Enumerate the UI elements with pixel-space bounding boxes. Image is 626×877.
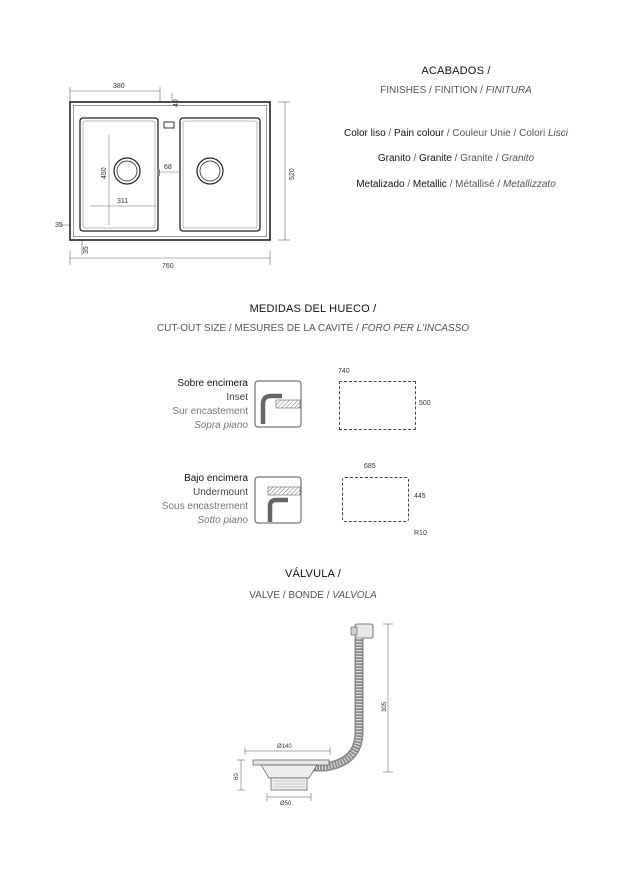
inset-cutout-rect [339,381,416,430]
finish-granite-en: Granite [419,153,452,164]
finish-row-plain: Color liso / Pain colour / Couleur Unie / Colori Lisci [343,128,569,139]
under-label-fr: Sous encastrement [161,501,248,512]
finish-plain-fr: Couleur Unie [452,128,511,139]
inset-label-it: Sopra piano [194,420,248,431]
cutout-sub-fr: MESURES DE LA CAVITÉ [234,323,354,334]
undermount-icon [254,476,302,524]
under-label-en: Undermount [192,487,248,498]
finish-metallic-fr: Métallisé [455,179,495,190]
undermount-labels [128,472,248,528]
under-label-es: Bajo encimera [184,473,248,484]
cutout-subtitle: CUT-OUT SIZE / MESURES DE LA CAVITÉ / FORO PER L'INCASSO [156,323,470,334]
cutout-sub-en: CUT-OUT SIZE [156,323,227,334]
inset-label-en: Inset [226,392,248,403]
under-height: 445 [414,493,426,500]
dim-bowl-width: 380 [113,83,125,90]
valve-d50: Ø50 [280,801,292,807]
dim-edge-left: 35 [55,222,63,229]
finishes-sub-fr: FINITION [434,85,478,96]
finish-plain-es: Color liso [343,128,386,139]
finish-row-metallic: Metalizado / Metallic / Métallisé / Metallizzato [356,179,556,190]
valve-drawing [225,612,405,812]
valve-sub-fr: BONDE [288,590,324,601]
finishes-title: ACABADOS / [421,65,491,77]
finish-metallic-es: Metalizado [356,179,405,190]
valve-h60: 60 [234,773,240,780]
inset-label-fr: Sur encastement [172,406,248,417]
inset-height: 500 [419,400,431,407]
under-label-it: Sotto piano [197,515,248,526]
valve-sub-en: VALVE [249,590,281,601]
valve-d140: Ø140 [277,744,292,750]
finish-plain-it: Colori [519,128,546,139]
valve-title: VÁLVULA / [284,568,342,580]
finish-plain-it2: Lisci [548,128,569,139]
finish-granite-fr: Granite [460,153,493,164]
finishes-sub-it: FINITURA [485,85,532,96]
dim-edge-bottom: 35 [83,246,90,254]
finish-metallic-en: Metallic [412,179,447,190]
under-width: 685 [364,463,376,470]
finish-granite-es: Granito [377,153,411,164]
valve-sub-it: VALVOLA [332,590,377,601]
under-cutout-rect [342,477,409,522]
dim-tap: 40 [173,99,180,107]
cutout-title: MEDIDAS DEL HUECO / [249,303,377,315]
finish-granite-it: Granito [501,153,535,164]
finish-plain-en: Pain colour [394,128,445,139]
inset-label-es: Sobre encimera [177,378,248,389]
dim-total-width: 760 [162,263,174,270]
valve-height: 305 [382,701,388,712]
sink-top-view-drawing [50,75,310,270]
under-radius: R10 [414,530,427,537]
valve-subtitle: VALVE / BONDE / VALVOLA [249,590,377,601]
dim-total-height: 520 [289,168,296,180]
finishes-sub-es: FINISHES [380,85,427,96]
inset-mount-icon [254,380,302,428]
finish-row-granite: Granito / Granite / Granite / Granito [377,153,535,164]
finishes-subtitle: FINISHES / FINITION / FINITURA [380,85,532,96]
inset-labels [128,377,248,433]
dim-bowl-height: 450 [101,167,108,179]
finish-metallic-it: Metallizzato [502,179,556,190]
dim-gap: 68 [164,164,172,171]
cutout-sub-it: FORO PER L'INCASSO [361,323,470,334]
inset-width: 740 [338,368,350,375]
dim-drain: 311 [117,198,129,205]
